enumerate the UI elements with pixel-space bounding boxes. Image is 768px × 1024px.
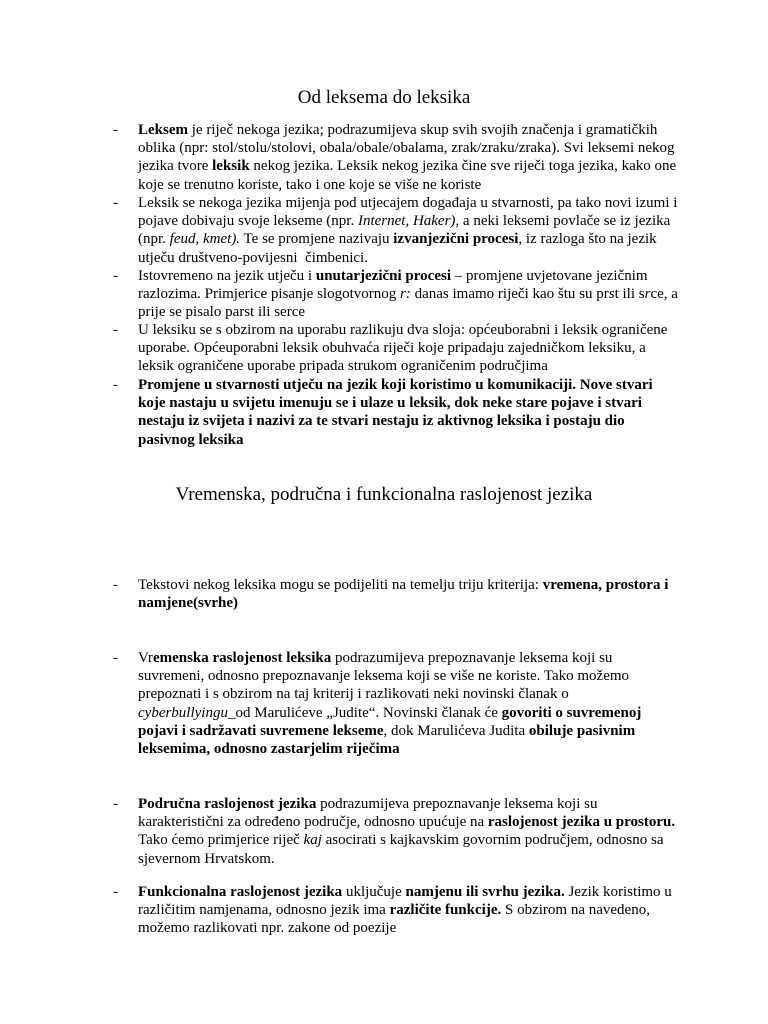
text-run: kaj	[303, 832, 322, 849]
section-title-lexeme: Od leksema do leksika	[297, 87, 471, 108]
text-run: Haker)	[412, 213, 456, 230]
text-run: podrazumijeva prepoznavanje leksema koji su suvremeni, odnosno prepoznavanje leksema koji se više ne koriste. Tako možemo prepoznati i s obzirom na taj kriterij i razlikovati neki novinski članak o	[138, 650, 633, 703]
text-run: izvanjezični procesi	[393, 231, 519, 248]
text-run: govoriti o suvremenoj pojavi i sadržavati suvremene lekseme	[138, 704, 642, 739]
list-bullet: -	[113, 577, 118, 593]
list-item-text	[138, 576, 678, 612]
text-run: feud	[169, 231, 196, 248]
text-run: Leksik se nekoga jezika mijenja pod utjecajem događaja u stvarnosti, pa tako novi izumi i pojave dobivaju svoje lekseme (npr.	[138, 195, 682, 230]
text-run: ,	[405, 213, 413, 230]
list-bullet: -	[113, 650, 118, 666]
text-run: namjenu ili svrhu jezika.	[405, 884, 565, 900]
list-bullet: -	[113, 377, 118, 393]
list-item-text	[138, 649, 678, 758]
list-bullet: -	[113, 268, 118, 284]
list-bullet: -	[113, 322, 118, 338]
list-item-text	[138, 121, 678, 194]
text-run: raslojenost jezika u prostoru.	[487, 814, 676, 831]
text-run: ce, a prije se pisalo parst ili serce	[138, 286, 682, 321]
text-run: S obzirom na navedeno, možemo razlikovati npr. zakone od poezije	[138, 902, 654, 937]
list-item-text	[138, 376, 678, 449]
text-run: Jezik koristimo u različitim namjenama, odnosno jezik ima	[138, 884, 676, 919]
text-run: uključuje	[342, 884, 406, 900]
text-run: r:	[400, 286, 411, 303]
text-run: obiluje pasivnim leksemima, odnosno zastarjelim riječima	[138, 722, 636, 758]
text-run: podrazumijeva prepoznavanje leksema koji su karakteristični za određeno područje, odnosno upućuje na	[138, 796, 602, 831]
list-item-text	[138, 795, 678, 868]
text-run: emenska raslojenost leksika	[152, 650, 332, 666]
text-run: Istovremeno na jezik utječu i	[138, 268, 316, 284]
text-run: – promjene uvjetovane jezičnim razlozima. Primjerice pisanje slogotvornog	[138, 268, 652, 303]
text-run: Tako ćemo primjerice riječ	[138, 814, 679, 849]
list-bullet: -	[113, 796, 118, 812]
text-run: U leksiku se s obzirom na uporabu razlikuju dva sloja: općeuborabni i leksik ograničene uporabe. Općeuporabni leksik obuhvaća riječi koje pripadaju zajedničkom leksiku, a leksik ograničene uporabe pripada strukom ograničenim područjima	[138, 322, 672, 375]
text-run: unutarjezični procesi	[315, 268, 451, 284]
text-run: asocirati s kajkavskim govornim područjem, odnosno sa sjevernom Hrvatskom.	[138, 832, 668, 867]
list-item-text	[138, 321, 678, 376]
text-run: leksik	[212, 158, 250, 175]
text-run: Promjene u stvarnosti utječu na jezik koji koristimo u komunikaciji. Nove stvari koje nastaju u svijetu imenuju se i ulaze u leksik, dok neke stare pojave i stvari nestaju iz svijeta i nazivi za te stvari nestaju iz aktivnog leksika i postaju dio pasivnog leksika	[138, 377, 653, 448]
text-run: _od Marulićeve „Judite“. Novinski članak će	[227, 704, 502, 721]
list-bullet: -	[113, 122, 118, 138]
text-run: Te se promjene nazivaju	[240, 231, 394, 248]
list-item-text	[138, 194, 682, 267]
text-run: je riječ nekoga jezika; podrazumijeva skup svih svojih značenja i gramatičkih oblika (npr: stol/stolu/stolovi, obala/obale/obalama, zrak/zraku/zraka). Svi leksemi nekog jezika tvore	[138, 122, 679, 175]
text-run: Područna raslojenost jezika	[138, 796, 317, 812]
section-title-stratification: Vremenska, područna i funkcionalna raslojenost jezika	[175, 484, 593, 505]
list-item-text	[138, 267, 682, 322]
text-run: t ili s	[614, 286, 645, 303]
text-run: kmet).	[203, 231, 241, 248]
text-run: , dok Marulićeva Judita	[383, 722, 529, 739]
list-bullet: -	[113, 884, 118, 900]
text-run: Tekstovi nekog leksika mogu se podijeliti na temelju triju kriterija:	[138, 577, 543, 593]
text-run: r	[644, 286, 651, 303]
text-run: danas imamo riječi kao štu su pr	[410, 286, 609, 303]
text-run: ,	[195, 231, 203, 248]
text-run: s	[608, 286, 615, 303]
text-run: različite funkcije.	[389, 902, 502, 919]
list-item-text	[138, 883, 678, 938]
text-run: vremena, prostora i namjene(svrhe)	[138, 577, 669, 612]
text-run: cyberbullyingu	[138, 704, 228, 721]
text-run: , iz razloga što na jezik utječu društveno-povijesni čimbenici.	[138, 231, 661, 266]
text-run: Vr	[138, 650, 153, 666]
text-run: Leksem	[138, 122, 188, 138]
text-run: , a neki leksemi povlače se iz jezika (npr.	[138, 213, 675, 248]
text-run: Internet	[357, 213, 406, 230]
text-run: Funkcionalna raslojenost jezika	[138, 884, 343, 900]
text-run: nekog jezika. Leksik nekog jezika čine sve riječi toga jezika, kako one koje se trenutno koriste, tako i one koje se više ne koriste	[138, 158, 680, 193]
list-bullet: -	[113, 195, 118, 211]
